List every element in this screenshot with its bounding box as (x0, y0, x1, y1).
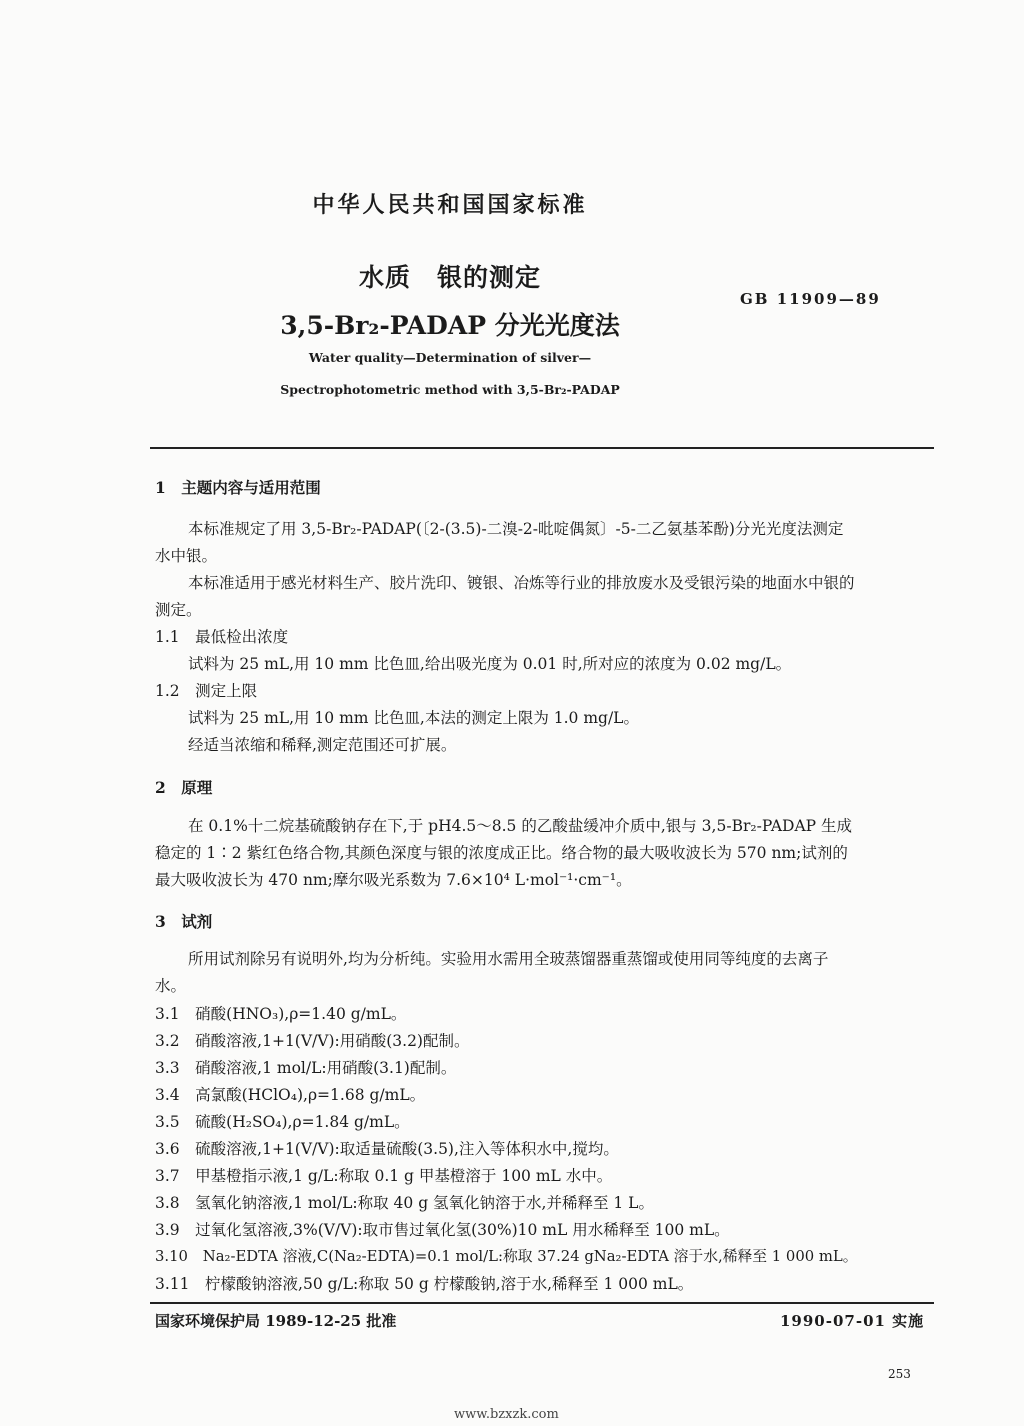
footer-rule (150, 1302, 934, 1304)
paragraph-line: 试料为 25 mL,用 10 mm 比色皿,给出吸光度为 0.01 时,所对应的浓度为 0.02 mg/L。 (188, 655, 792, 673)
reagent-item (155, 1165, 612, 1187)
reagent-item (155, 1111, 410, 1133)
document-title-en: Water quality—Determination of silver— (308, 350, 592, 365)
reagent-item (155, 1138, 619, 1160)
paragraph-line: 稳定的 1∶2 紫红色络合物,其颜色深度与银的浓度成正比。络合物的最大吸收波长为 570 nm;试剂的 (155, 844, 848, 862)
reagent-item (155, 1192, 654, 1214)
document-subtitle-cn: 3,5-Br₂-PADAP 分光光度法 (280, 311, 620, 340)
national-standard-title: 中华人民共和国国家标准 (312, 192, 588, 218)
paragraph-line: 试料为 25 mL,用 10 mm 比色皿,本法的测定上限为 1.0 mg/L。 (188, 709, 639, 727)
reagent-item (155, 1246, 858, 1268)
standard-code: GB 11909—89 (740, 290, 881, 308)
paragraph-line: 经适当浓缩和稀释,测定范围还可扩展。 (188, 736, 457, 754)
section-1-heading: 1 主题内容与适用范围 (155, 478, 321, 497)
reagent-item (155, 1084, 425, 1106)
paragraph-line: 所用试剂除另有说明外,均为分析纯。实验用水需用全玻蒸馏器重蒸馏或使用同等纯度的去离子 (188, 950, 829, 968)
item-text: 硝酸溶液,1+1(V/V):用硝酸(3.2)配制。 (195, 1032, 470, 1050)
website-watermark: www.bzxzk.com (454, 1407, 559, 1422)
paragraph-line: 水中银。 (155, 547, 218, 565)
item-number: 3.4 (155, 1086, 180, 1104)
reagent-item (155, 1003, 406, 1025)
implementation-date: 1990-07-01 实施 (780, 1312, 925, 1330)
paragraph-line: 水。 (155, 977, 187, 995)
item-number: 3.7 (155, 1167, 180, 1185)
item-number: 3.2 (155, 1032, 180, 1050)
document-title-cn: 水质 银的测定 (358, 263, 541, 292)
item-text: 硝酸(HNO₃),ρ=1.40 g/mL。 (195, 1005, 407, 1023)
paragraph-line: 本标准规定了用 3,5-Br₂-PADAP(〔2-(3.5)-二溴-2-吡啶偶氮〕-5-二乙氨基苯酚)分光光度法测定 (188, 520, 844, 538)
item-text: 氢氧化钠溶液,1 mol/L:称取 40 g 氢氧化钠溶于水,并稀释至 1 L。 (195, 1194, 654, 1212)
item-number: 3.1 (155, 1005, 180, 1023)
header-rule (150, 447, 934, 449)
item-number: 3.6 (155, 1140, 180, 1158)
section-2-heading: 2 原理 (155, 778, 213, 797)
item-number: 3.9 (155, 1221, 180, 1239)
paragraph-line: 在 0.1%十二烷基硫酸钠存在下,于 pH4.5～8.5 的乙酸盐缓冲介质中,银与 3,5-Br₂-PADAP 生成 (188, 817, 852, 835)
reagent-item (155, 1219, 730, 1241)
item-number: 3.10 (155, 1248, 188, 1265)
reagent-item (155, 1030, 469, 1052)
approval-info: 国家环境保护局 1989-12-25 批准 (155, 1312, 397, 1330)
reagent-item (155, 1057, 456, 1079)
item-number: 3.3 (155, 1059, 180, 1077)
item-text: 过氧化氢溶液,3%(V/V):取市售过氧化氢(30%)10 mL 用水稀释至 100 mL。 (195, 1221, 730, 1239)
item-number: 3.8 (155, 1194, 180, 1212)
reagent-item (155, 1273, 693, 1295)
subsection-1-2-heading: 1.2 测定上限 (155, 682, 258, 700)
item-text: 硫酸(H₂SO₄),ρ=1.84 g/mL。 (195, 1113, 410, 1131)
section-3-heading: 3 试剂 (155, 912, 213, 931)
page-number: 253 (888, 1367, 911, 1381)
item-text: 柠檬酸钠溶液,50 g/L:称取 50 g 柠檬酸钠,溶于水,稀释至 1 000 mL。 (205, 1275, 694, 1293)
paragraph-line: 测定。 (155, 601, 202, 619)
paragraph-line: 最大吸收波长为 470 nm;摩尔吸光系数为 7.6×10⁴ L·mol⁻¹·cm⁻¹。 (155, 871, 632, 889)
paragraph-line: 本标准适用于感光材料生产、胶片洗印、镀银、冶炼等行业的排放废水及受银污染的地面水中银的 (188, 574, 855, 592)
subsection-1-1-heading: 1.1 最低检出浓度 (155, 628, 289, 646)
item-text: 高氯酸(HClO₄),ρ=1.68 g/mL。 (195, 1086, 426, 1104)
item-text: Na₂-EDTA 溶液,C(Na₂-EDTA)=0.1 mol/L:称取 37.24 gNa₂-EDTA 溶于水,稀释至 1 000 mL。 (202, 1248, 858, 1265)
document-subtitle-en: Spectrophotometric method with 3,5-Br₂-PADAP (280, 382, 620, 397)
item-number: 3.5 (155, 1113, 180, 1131)
item-text: 硫酸溶液,1+1(V/V):取适量硫酸(3.5),注入等体积水中,搅均。 (195, 1140, 619, 1158)
item-number: 3.11 (155, 1275, 190, 1293)
item-text: 甲基橙指示液,1 g/L:称取 0.1 g 甲基橙溶于 100 mL 水中。 (195, 1167, 613, 1185)
item-text: 硝酸溶液,1 mol/L:用硝酸(3.1)配制。 (195, 1059, 457, 1077)
